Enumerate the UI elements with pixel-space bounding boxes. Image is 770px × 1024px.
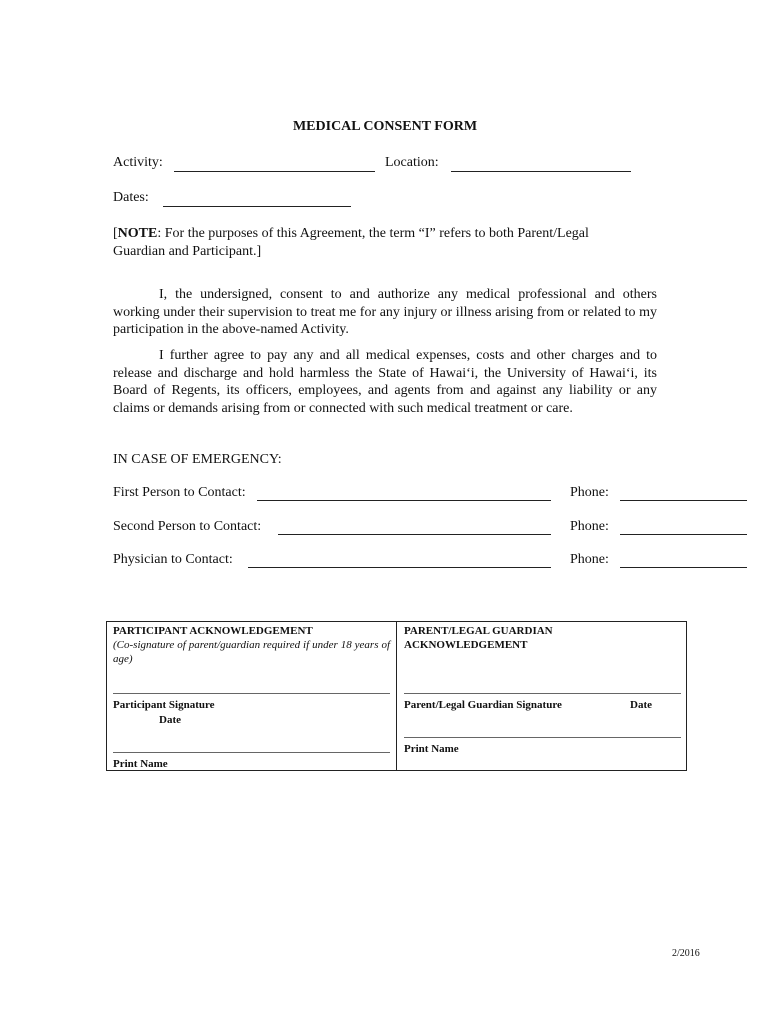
second-phone-label: Phone: (570, 519, 609, 534)
location-field[interactable] (451, 157, 631, 172)
activity-label: Activity: (113, 155, 163, 170)
guardian-print-line[interactable] (404, 737, 681, 738)
guardian-signature-line[interactable] (404, 693, 681, 694)
physician-contact-field[interactable] (248, 553, 551, 568)
second-phone-field[interactable] (620, 520, 747, 535)
dates-field[interactable] (163, 192, 351, 207)
consent-paragraph-1: I, the undersigned, consent to and authorize any medical professional and others working under their supervision to treat me for any injury or illness arising from or related to my participation in the above-named Activity. (113, 287, 657, 337)
note-bold: NOTE (117, 226, 158, 241)
physician-phone-label: Phone: (570, 552, 609, 567)
location-row (385, 155, 439, 171)
guardian-date-label: Date (630, 699, 652, 711)
participant-date-label: Date (159, 714, 181, 726)
note-text: : For the purposes of this Agreement, the term “I” refers to both Parent/Legal Guardian and Participant.] (113, 226, 589, 259)
second-contact-label: Second Person to Contact: (113, 519, 262, 534)
physician-contact-label: Physician to Contact: (113, 552, 233, 567)
activity-field[interactable] (174, 157, 375, 172)
note-paragraph: [NOTE: For the purposes of this Agreement, the term “I” refers to both Parent/Legal Guardian and Participant.] (113, 226, 589, 259)
revision-date: 2/2016 (672, 948, 700, 959)
first-phone-field[interactable] (620, 486, 747, 501)
form-title: MEDICAL CONSENT FORM (292, 119, 478, 134)
guardian-print-label: Print Name (404, 743, 459, 755)
participant-signature-label: Participant Signature (113, 699, 215, 711)
activity-row (113, 155, 163, 171)
first-contact-field[interactable] (257, 486, 551, 501)
location-label: Location: (385, 155, 439, 170)
guardian-ack-title-1: PARENT/LEGAL GUARDIAN (404, 625, 553, 637)
second-contact-field[interactable] (278, 520, 551, 535)
acknowledgement-divider (396, 621, 397, 771)
dates-row (113, 190, 149, 206)
first-contact-label: First Person to Contact: (113, 485, 246, 500)
guardian-ack-title-2: ACKNOWLEDGEMENT (404, 639, 528, 651)
participant-print-line[interactable] (113, 752, 390, 753)
dates-label: Dates: (113, 190, 149, 205)
consent-paragraph-2: I further agree to pay any and all medical expenses, costs and other charges and to release and discharge and hold harmless the State of Hawai‘i, the University of Hawai‘i, its Board of Regents, its officers, employees, and agents from and against any liability or any claims or demands arising from or connected with such medical treatment or care. (113, 348, 657, 416)
participant-print-label: Print Name (113, 758, 168, 770)
guardian-signature-label: Parent/Legal Guardian Signature (404, 699, 562, 711)
participant-ack-title: PARTICIPANT ACKNOWLEDGEMENT (113, 625, 313, 637)
emergency-heading: IN CASE OF EMERGENCY: (113, 452, 282, 467)
physician-phone-field[interactable] (620, 553, 747, 568)
first-phone-label: Phone: (570, 485, 609, 500)
participant-signature-line[interactable] (113, 693, 390, 694)
participant-ack-note: (Co-signature of parent/guardian required if under 18 years of age) (113, 639, 390, 665)
